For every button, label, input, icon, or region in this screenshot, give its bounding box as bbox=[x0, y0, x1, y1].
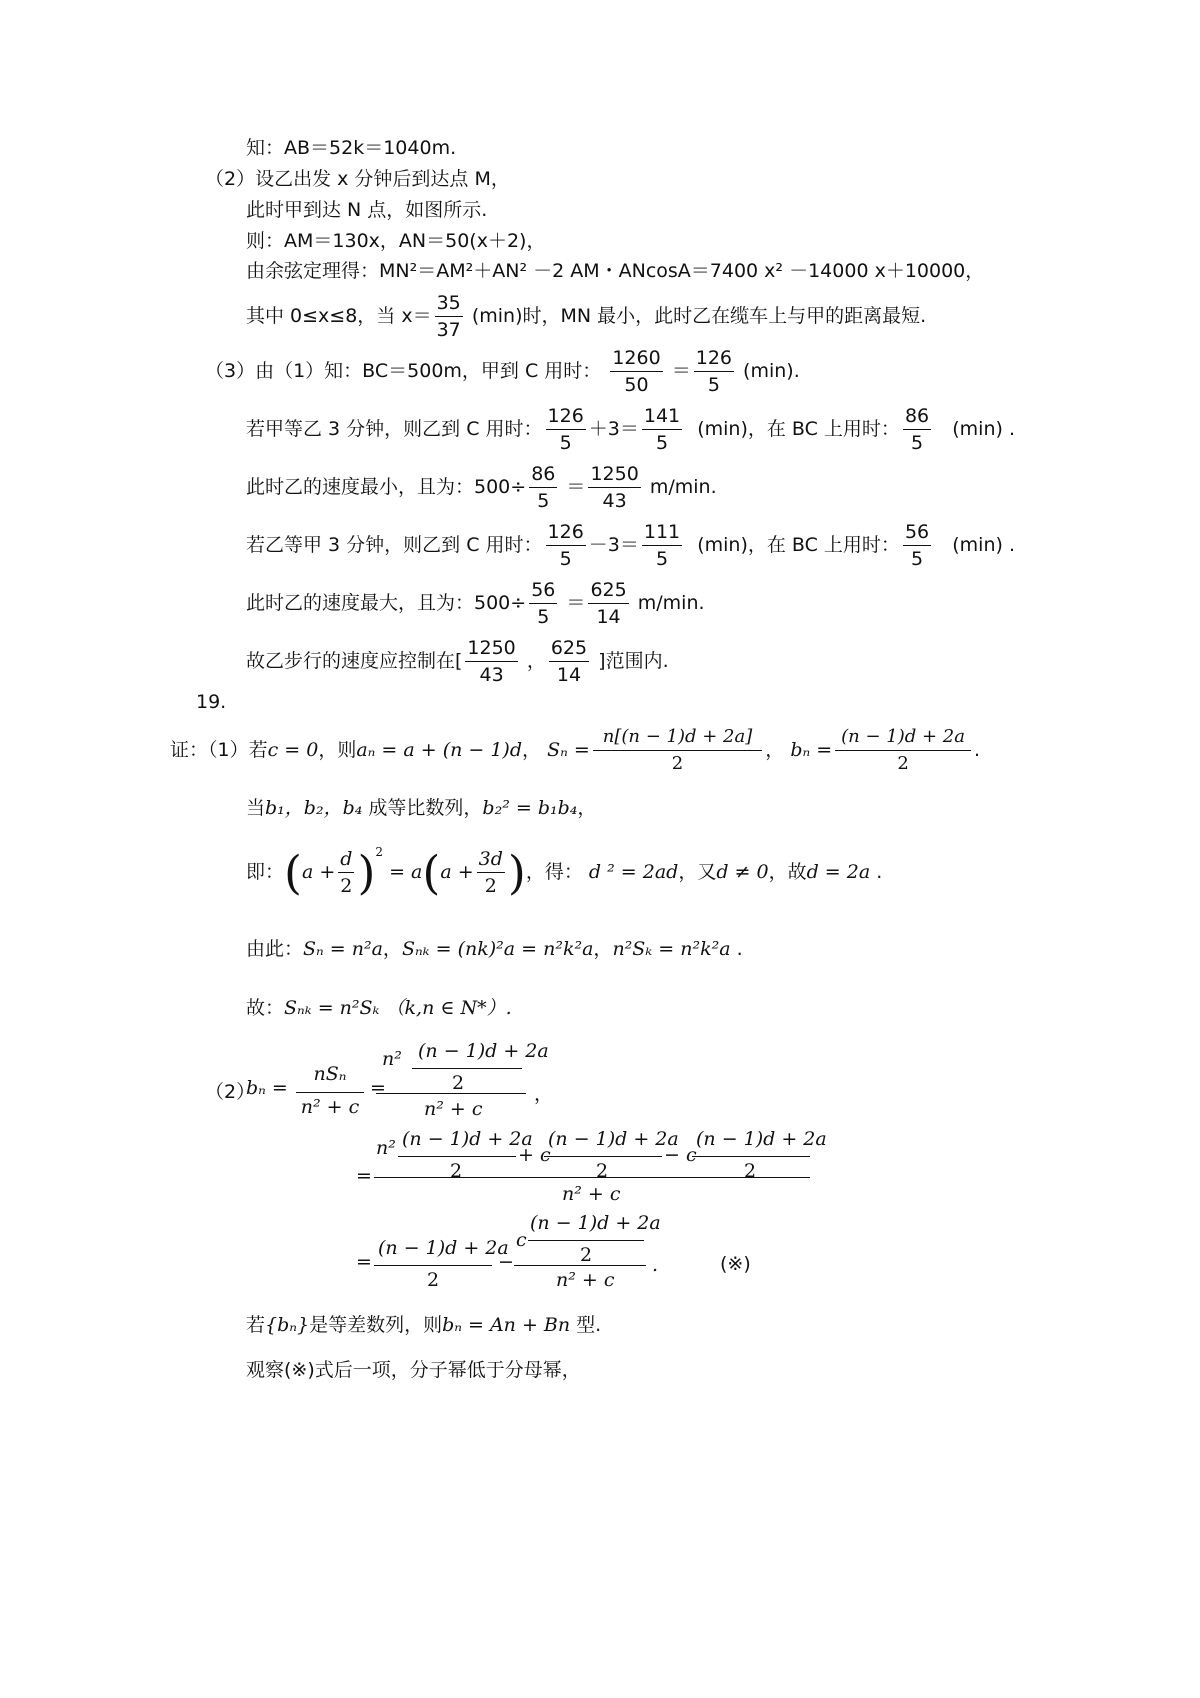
line-ab-result: 知：AB＝52k＝1040m. bbox=[246, 137, 457, 159]
text: 成等比数列， bbox=[368, 797, 483, 819]
line-min-speed bbox=[246, 461, 717, 514]
numerator: 3d bbox=[477, 846, 505, 873]
fraction bbox=[529, 461, 557, 514]
math: b₂² = b₁b₄ bbox=[482, 797, 578, 819]
text: 此时乙的速度最小，且为：500÷ bbox=[246, 476, 527, 498]
math: bₙ = bbox=[790, 739, 833, 761]
math: d ≠ 0 bbox=[716, 861, 769, 883]
term2-den: 2 bbox=[596, 1160, 609, 1182]
left-paren: ( bbox=[284, 845, 302, 900]
text: (min) . bbox=[952, 534, 1015, 556]
c-coef: c bbox=[516, 1229, 527, 1251]
text: ， bbox=[577, 797, 597, 819]
numerator: 86 bbox=[529, 461, 557, 488]
math: c = 0 bbox=[267, 739, 319, 761]
part2-bn: bₙ = bbox=[246, 1077, 288, 1099]
term3-num: (n − 1)d + 2a bbox=[696, 1128, 827, 1150]
comma: ， bbox=[382, 938, 402, 960]
denominator: 5 bbox=[537, 490, 550, 512]
denominator: 5 bbox=[559, 432, 572, 454]
line-part1-proof bbox=[170, 724, 980, 777]
text: m/min. bbox=[637, 592, 705, 614]
comma: ， bbox=[526, 650, 546, 672]
term1-bar bbox=[398, 1156, 516, 1157]
inner-num: (n − 1)d + 2a bbox=[418, 1040, 549, 1062]
term2-bar bbox=[544, 1156, 662, 1157]
exponent: 2 bbox=[375, 845, 384, 859]
line-max-speed bbox=[246, 577, 705, 630]
line-part2-intro: （2）设乙出发 x 分钟后到达点 M， bbox=[205, 168, 510, 190]
denominator: 2 bbox=[897, 753, 909, 774]
text: ，故 bbox=[768, 861, 807, 883]
fraction-sn bbox=[593, 724, 762, 777]
fraction bbox=[642, 519, 682, 572]
n-squared: n² bbox=[382, 1048, 402, 1070]
denominator: 5 bbox=[655, 432, 669, 454]
line-point-n: 此时甲到达 N 点，如图所示. bbox=[246, 199, 488, 221]
term1-den: 2 bbox=[450, 1160, 463, 1182]
fraction bbox=[465, 635, 517, 688]
minus-c: − c bbox=[664, 1144, 697, 1166]
main-den: n² + c bbox=[556, 1269, 615, 1291]
inner-bar bbox=[528, 1240, 644, 1241]
math: （k,n ∈ N*）. bbox=[385, 997, 512, 1019]
text: 故： bbox=[246, 997, 285, 1019]
numerator: n[(n − 1)d + 2a] bbox=[593, 724, 762, 751]
fraction bbox=[694, 345, 734, 398]
frac-nsn-den: n² + c bbox=[300, 1096, 360, 1118]
math: {bₙ} bbox=[265, 1314, 310, 1336]
text: . bbox=[974, 739, 981, 761]
fraction-35-37 bbox=[435, 290, 463, 343]
main-bar bbox=[514, 1265, 646, 1266]
text: m/min. bbox=[649, 476, 717, 498]
numerator: 1260 bbox=[610, 345, 662, 372]
main-den: n² + c bbox=[562, 1183, 621, 1205]
math: aₙ = a + (n − 1)d bbox=[356, 739, 523, 761]
denominator: 43 bbox=[479, 664, 504, 686]
denominator: 37 bbox=[436, 319, 461, 341]
term3-bar bbox=[692, 1156, 810, 1157]
text: . bbox=[876, 861, 883, 883]
comma: ， bbox=[593, 938, 613, 960]
text: (min) . bbox=[952, 418, 1015, 440]
numerator: 1250 bbox=[465, 635, 517, 662]
fraction bbox=[549, 635, 589, 688]
text: 其中 0≤x≤8，当 x＝ bbox=[246, 305, 432, 327]
fraction bbox=[546, 519, 586, 572]
plus-c: + c bbox=[518, 1144, 551, 1166]
math: b₁，b₂，b₄ bbox=[265, 797, 363, 819]
fraction bbox=[529, 577, 557, 630]
term1-num: (n − 1)d + 2a bbox=[402, 1128, 533, 1150]
main-bar bbox=[374, 1177, 810, 1178]
numerator: 126 bbox=[546, 519, 586, 546]
denominator: 2 bbox=[484, 875, 497, 897]
math: d = 2a bbox=[806, 861, 871, 883]
text: 故乙步行的速度应控制在[ bbox=[246, 650, 463, 672]
line-x-range bbox=[246, 290, 926, 343]
math: = a bbox=[389, 861, 423, 883]
fraction bbox=[642, 403, 682, 456]
denominator: 5 bbox=[537, 606, 550, 628]
text: 是等差数列，则 bbox=[309, 1314, 443, 1336]
fraction-bn bbox=[835, 724, 971, 777]
fraction bbox=[477, 846, 505, 899]
part2-label: （2） bbox=[205, 1081, 256, 1103]
denominator: 5 bbox=[707, 374, 720, 396]
text: (min)，在 BC 上用时： bbox=[697, 534, 900, 556]
line-arithmetic-condition bbox=[246, 1313, 601, 1337]
text: 型. bbox=[576, 1314, 602, 1336]
fraction bbox=[903, 403, 931, 456]
right-paren: ) bbox=[357, 845, 376, 900]
math: n²Sₖ = n²k²a bbox=[612, 938, 731, 960]
line-wait-case2 bbox=[246, 519, 1015, 572]
denominator: 50 bbox=[624, 374, 649, 396]
text: ＋3＝ bbox=[588, 418, 639, 440]
numerator: d bbox=[338, 846, 354, 873]
line-speed-range bbox=[246, 635, 669, 688]
fraction-bar bbox=[296, 1092, 364, 1093]
numerator: 56 bbox=[903, 519, 931, 546]
frac1-den: 2 bbox=[427, 1269, 440, 1291]
inner-num: (n − 1)d + 2a bbox=[530, 1212, 661, 1234]
inner-bar bbox=[412, 1068, 522, 1069]
text: . bbox=[736, 938, 743, 960]
math: bₙ = An + Bn bbox=[442, 1314, 571, 1336]
term2-num: (n − 1)d + 2a bbox=[548, 1128, 679, 1150]
fraction bbox=[903, 519, 931, 572]
fraction bbox=[588, 461, 640, 514]
math: Sₙₖ = (nk)²a = n²k²a bbox=[401, 938, 594, 960]
line-conclusion-1 bbox=[246, 996, 512, 1020]
frac1-bar bbox=[374, 1265, 492, 1266]
numerator: 86 bbox=[903, 403, 931, 430]
math: Sₙ = n²a bbox=[303, 938, 383, 960]
denominator: 5 bbox=[910, 432, 924, 454]
denominator: 14 bbox=[556, 664, 582, 686]
equals: ＝ bbox=[671, 360, 691, 382]
numerator: 1250 bbox=[588, 461, 640, 488]
denominator: 5 bbox=[910, 548, 924, 570]
text: 由此： bbox=[246, 938, 304, 960]
numerator: 111 bbox=[642, 519, 682, 546]
text: （3）由（1）知：BC＝500m，甲到 C 用时： bbox=[205, 360, 602, 382]
term3-den: 2 bbox=[744, 1160, 757, 1182]
line-wait-case1 bbox=[246, 403, 1015, 456]
equation-marker: (※) bbox=[720, 1253, 751, 1275]
fraction bbox=[546, 403, 586, 456]
text: 若 bbox=[246, 1314, 266, 1336]
text: 当 bbox=[246, 797, 266, 819]
text: 证：（1）若 bbox=[170, 739, 268, 761]
right-paren: ) bbox=[507, 845, 526, 900]
problem-number: 19. bbox=[196, 691, 227, 713]
text: ， bbox=[765, 739, 785, 761]
numerator: 126 bbox=[694, 345, 734, 372]
text: ]范围内. bbox=[598, 650, 669, 672]
equals: ＝ bbox=[566, 592, 586, 614]
numerator: 126 bbox=[546, 403, 586, 430]
fraction bbox=[338, 846, 354, 899]
line-geometric bbox=[246, 796, 596, 820]
text: 即： bbox=[246, 861, 285, 883]
numerator: 56 bbox=[529, 577, 557, 604]
line-solve-d bbox=[246, 846, 882, 899]
denominator: 2 bbox=[340, 875, 353, 897]
text: (min)时，MN 最小，此时乙在缆车上与甲的距离最短. bbox=[471, 305, 927, 327]
text: ，得： bbox=[525, 861, 583, 883]
math: d ² = 2ad bbox=[588, 861, 679, 883]
text: 若乙等甲 3 分钟，则乙到 C 用时： bbox=[246, 534, 543, 556]
line-part3-intro bbox=[205, 345, 800, 398]
equals: ＝ bbox=[566, 476, 586, 498]
text: ，又 bbox=[678, 861, 717, 883]
math: a + bbox=[301, 861, 336, 883]
comma: ， bbox=[534, 1083, 554, 1105]
line-am-an: 则：AM＝130x，AN＝50(x＋2)， bbox=[246, 230, 546, 252]
text: (min)，在 BC 上用时： bbox=[697, 418, 900, 440]
text: 若甲等乙 3 分钟，则乙到 C 用时： bbox=[246, 418, 543, 440]
denominator: 43 bbox=[602, 490, 627, 512]
line-thus bbox=[246, 937, 743, 961]
fraction bbox=[588, 577, 628, 630]
text: －3＝ bbox=[588, 534, 639, 556]
text: (min). bbox=[743, 360, 800, 382]
n-squared: n² bbox=[376, 1137, 396, 1159]
math: Sₙ = bbox=[547, 739, 590, 761]
main-bar bbox=[376, 1093, 526, 1094]
line-cosine-law: 由余弦定理得：MN²＝AM²＋AN² －2 AM・ANcosA＝7400 x² －14000 x＋10000， bbox=[246, 260, 985, 282]
denominator: 5 bbox=[655, 548, 669, 570]
period: . bbox=[652, 1254, 659, 1276]
frac-nsn-num: nSₙ bbox=[313, 1063, 347, 1085]
numerator: 625 bbox=[549, 635, 589, 662]
inner-den: 2 bbox=[580, 1244, 593, 1266]
denominator: 2 bbox=[671, 753, 684, 774]
equals: = bbox=[356, 1165, 372, 1187]
fraction bbox=[610, 345, 662, 398]
inner-den: 2 bbox=[452, 1072, 465, 1094]
math: a + bbox=[440, 861, 474, 883]
denominator: 5 bbox=[559, 548, 572, 570]
main-den: n² + c bbox=[424, 1098, 483, 1120]
numerator: (n − 1)d + 2a bbox=[835, 724, 971, 751]
left-paren: ( bbox=[422, 845, 441, 900]
denominator: 14 bbox=[596, 606, 621, 628]
text: 此时乙的速度最大，且为：500÷ bbox=[246, 592, 527, 614]
math: Sₙₖ = n²Sₖ bbox=[284, 997, 380, 1019]
equals: = bbox=[370, 1077, 386, 1099]
equals: = bbox=[356, 1251, 372, 1273]
numerator: 35 bbox=[435, 290, 463, 317]
frac1-num: (n − 1)d + 2a bbox=[378, 1237, 509, 1259]
minus: − bbox=[498, 1251, 514, 1273]
line-observe: 观察(※)式后一项，分子幂低于分母幂， bbox=[246, 1359, 581, 1381]
text: ，则 bbox=[318, 739, 357, 761]
text: ， bbox=[522, 739, 542, 761]
numerator: 625 bbox=[588, 577, 628, 604]
numerator: 141 bbox=[642, 403, 682, 430]
